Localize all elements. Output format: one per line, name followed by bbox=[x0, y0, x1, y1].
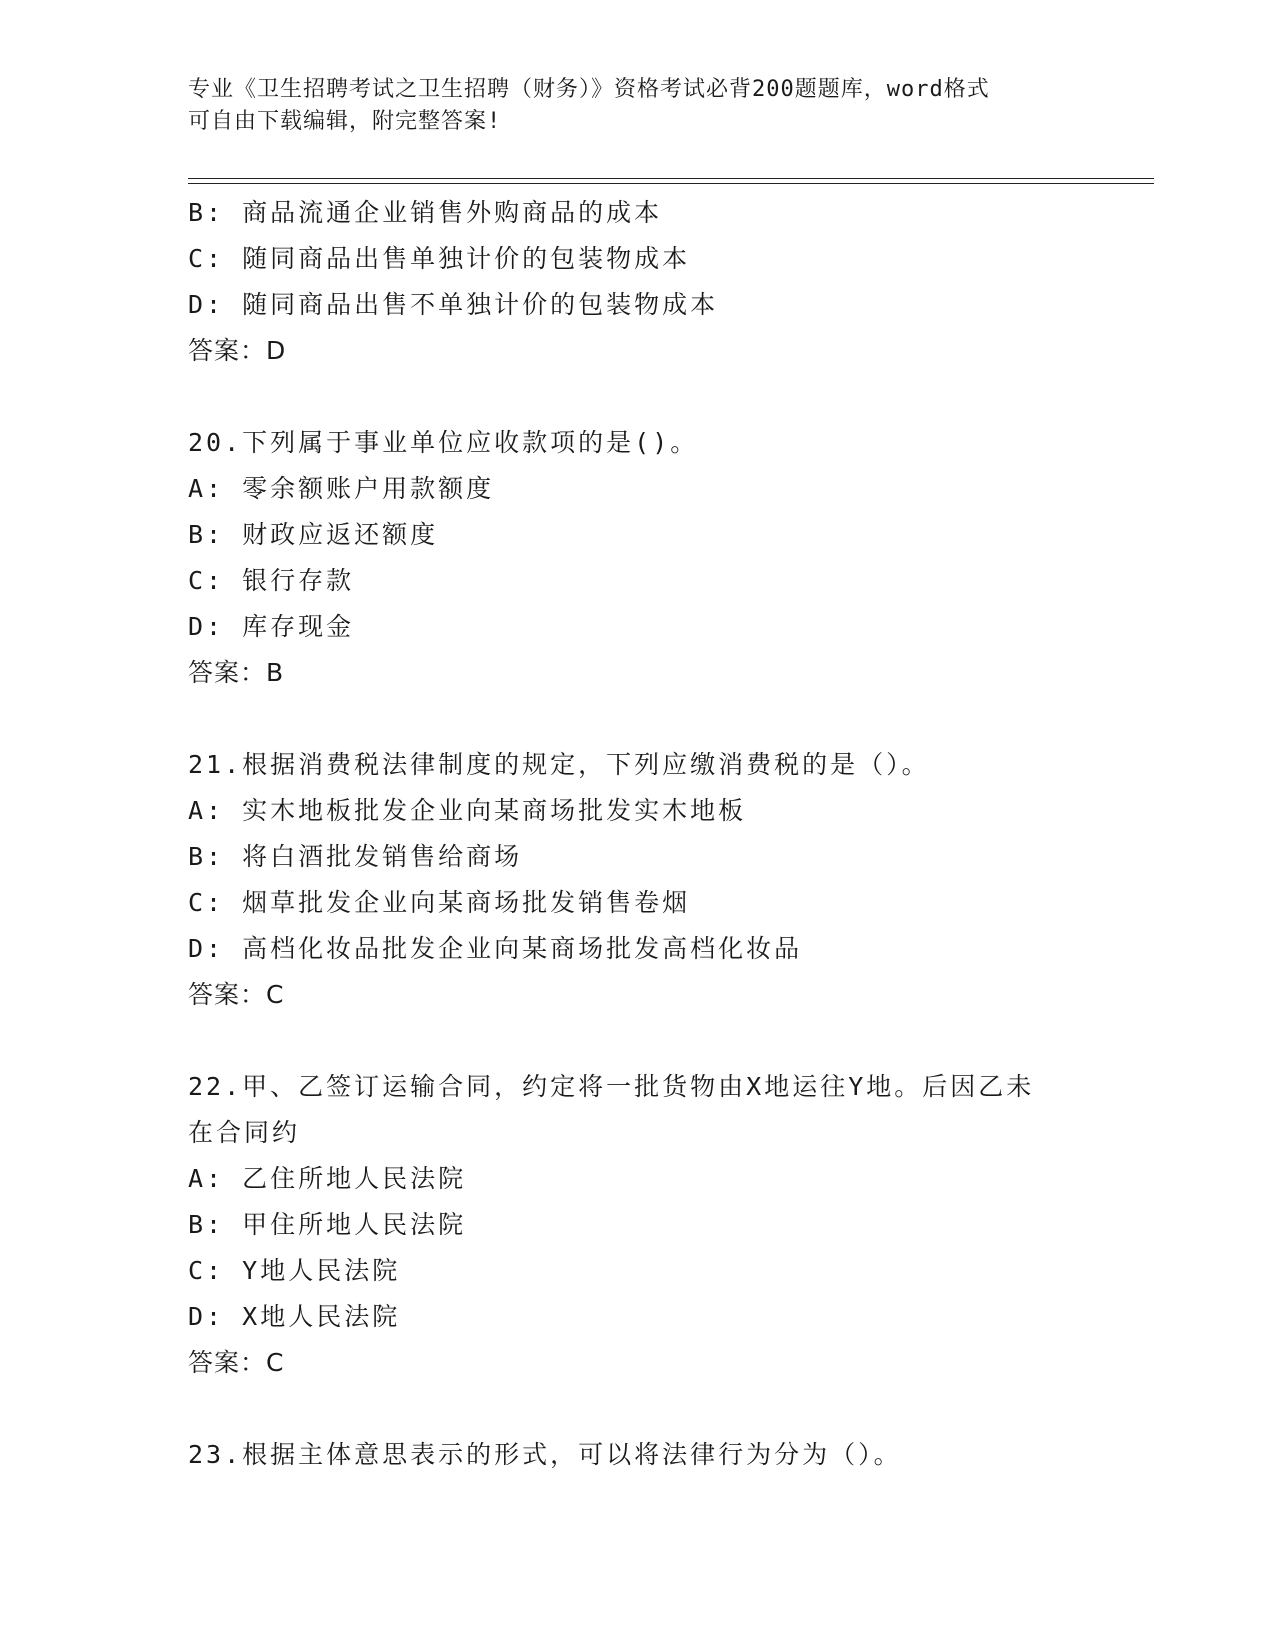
question-block-prev bbox=[188, 190, 1128, 374]
option-d: D: 随同商品出售不单独计价的包装物成本 bbox=[188, 290, 719, 319]
option-a: A: 实木地板批发企业向某商场批发实木地板 bbox=[188, 796, 747, 825]
question-text-continued: 在合同约 bbox=[188, 1118, 301, 1147]
option-c: C: 随同商品出售单独计价的包装物成本 bbox=[188, 244, 691, 273]
option-c: C: 银行存款 bbox=[188, 566, 355, 595]
question-block-20 bbox=[188, 420, 1128, 696]
answer-text: 答案：D bbox=[188, 336, 287, 365]
answer-text: 答案：C bbox=[188, 980, 285, 1009]
spacer bbox=[188, 1386, 1128, 1432]
option-d: D: 高档化妆品批发企业向某商场批发高档化妆品 bbox=[188, 934, 803, 963]
question-block-23 bbox=[188, 1432, 1128, 1478]
option-b: B: 甲住所地人民法院 bbox=[188, 1210, 467, 1239]
header-divider bbox=[188, 178, 1154, 184]
question-block-22 bbox=[188, 1064, 1128, 1386]
spacer bbox=[188, 1018, 1128, 1064]
option-d: D: 库存现金 bbox=[188, 612, 355, 641]
document-header bbox=[188, 74, 1088, 138]
option-d: D: X地人民法院 bbox=[188, 1302, 401, 1331]
question-text: 23.根据主体意思表示的形式，可以将法律行为分为（）。 bbox=[188, 1440, 902, 1469]
option-c: C: 烟草批发企业向某商场批发销售卷烟 bbox=[188, 888, 691, 917]
question-list bbox=[188, 190, 1128, 1478]
header-subtitle-line: 可自由下载编辑，附完整答案! bbox=[188, 109, 502, 134]
option-a: A: 零余额账户用款额度 bbox=[188, 474, 495, 503]
question-text: 21.根据消费税法律制度的规定，下列应缴消费税的是（）。 bbox=[188, 750, 930, 779]
answer-text: 答案：C bbox=[188, 1348, 285, 1377]
spacer bbox=[188, 696, 1128, 742]
question-text: 22.甲、乙签订运输合同，约定将一批货物由X地运往Y地。后因乙未 bbox=[188, 1072, 1035, 1101]
option-b: B: 商品流通企业销售外购商品的成本 bbox=[188, 198, 663, 227]
header-title-line: 专业《卫生招聘考试之卫生招聘（财务）》资格考试必背200题题库，word格式 bbox=[188, 77, 990, 102]
answer-text: 答案：B bbox=[188, 658, 285, 687]
option-c: C: Y地人民法院 bbox=[188, 1256, 401, 1285]
option-a: A: 乙住所地人民法院 bbox=[188, 1164, 467, 1193]
question-block-21 bbox=[188, 742, 1128, 1018]
option-b: B: 将白酒批发销售给商场 bbox=[188, 842, 523, 871]
question-text: 20.下列属于事业单位应收款项的是()。 bbox=[188, 428, 699, 457]
spacer bbox=[188, 374, 1128, 420]
option-b: B: 财政应返还额度 bbox=[188, 520, 439, 549]
